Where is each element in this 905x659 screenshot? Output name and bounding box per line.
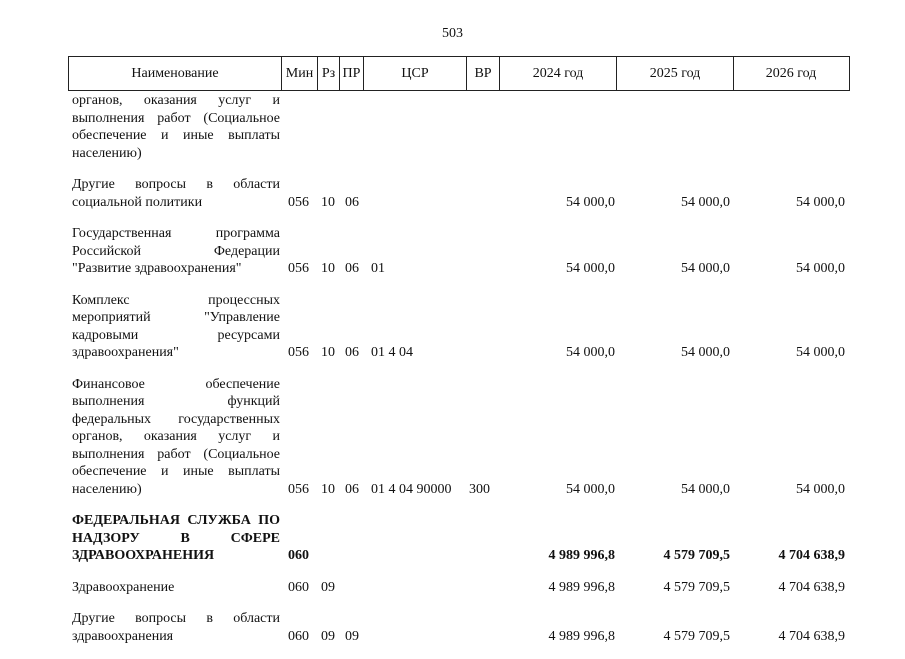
table-header [68,56,850,91]
row-name-line: выполнения работ (Социальное [72,446,280,462]
row-name-line: органов, оказания услуг и [72,93,280,108]
header-rz: Рз [318,57,340,90]
cell-pr: 06 [345,194,359,210]
cell-y2026: 54 000,0 [796,194,845,210]
cell-y2025: 4 579 709,5 [663,548,730,563]
cell-y2024: 4 989 996,8 [548,628,615,644]
table-row [68,292,850,362]
row-name-line: Другие вопросы в области [72,177,280,192]
cell-min: 060 [288,628,309,644]
row-name-line: органов, оказания услуг и [72,429,280,444]
header-min: Мин [282,57,318,90]
cell-min: 060 [288,579,309,595]
table-row [68,225,850,278]
row-name-line: Государственная программа [72,226,280,241]
cell-rz: 10 [321,345,335,360]
row-name-line: обеспечение и иные выплаты [72,128,280,143]
cell-csr: 01 4 04 [371,345,413,360]
cell-min: 060 [288,548,309,563]
cell-y2025: 54 000,0 [681,261,730,276]
cell-rz: 10 [321,481,335,497]
row-name [68,376,280,499]
row-name-line: выполнения функций [72,394,280,409]
table-row [68,579,850,597]
row-name [68,512,280,565]
row-name-line: кадровыми ресурсами [72,327,280,343]
row-name [68,579,280,597]
table-body [68,92,850,659]
row-name [68,225,280,278]
row-name-line: обеспечение и иные выплаты [72,464,280,479]
cell-y2024: 54 000,0 [566,345,615,360]
header-2026: 2026 год [765,65,817,81]
table-row [68,92,850,162]
cell-y2026: 4 704 638,9 [778,548,845,563]
cell-pr: 06 [345,481,359,497]
cell-y2025: 54 000,0 [681,481,730,497]
cell-min: 056 [288,345,309,360]
row-name-line: выполнения работ (Социальное [72,110,280,126]
row-name [68,292,280,362]
cell-rz: 10 [321,194,335,210]
header-name: Наименование [69,57,282,90]
table-row [68,512,850,565]
cell-min: 056 [288,261,309,276]
cell-y2025: 54 000,0 [681,194,730,210]
cell-y2025: 54 000,0 [681,345,730,360]
cell-y2024: 4 989 996,8 [548,579,615,595]
row-name-line: "Развитие здравоохранения" [72,261,242,276]
cell-csr: 01 [371,261,385,276]
cell-y2025: 4 579 709,5 [663,628,730,644]
cell-y2026: 54 000,0 [796,345,845,360]
table-row [68,376,850,499]
cell-min: 056 [288,481,309,497]
row-name-line: ФЕДЕРАЛЬНАЯ СЛУЖБА ПО [72,513,280,528]
cell-y2026: 54 000,0 [796,481,845,497]
row-name-line: населению) [72,481,142,497]
header-csr: ЦСР [364,57,467,90]
cell-vr: 300 [469,481,490,497]
cell-min: 056 [288,194,309,210]
row-name-line: Российской Федерации [72,243,280,259]
row-name-line: Другие вопросы в области [72,611,280,626]
row-name-line: здравоохранения [72,628,174,644]
row-name [68,92,280,162]
cell-rz: 09 [321,579,335,595]
cell-pr: 06 [345,261,359,276]
cell-y2024: 4 989 996,8 [548,548,615,563]
row-name-line: федеральных государственных [72,411,280,427]
table-row [68,176,850,211]
row-name-line: населению) [72,145,142,161]
row-name-line: мероприятий "Управление [72,310,280,325]
cell-y2025: 4 579 709,5 [663,579,730,595]
header-vr: ВР [467,57,500,90]
cell-y2026: 4 704 638,9 [778,579,845,595]
cell-csr: 01 4 04 90000 [371,481,452,497]
row-name-line: Здравоохранение [72,579,175,595]
cell-y2024: 54 000,0 [566,481,615,497]
cell-rz: 10 [321,261,335,276]
row-name-line: Финансовое обеспечение [72,376,280,392]
row-name-line: социальной политики [72,194,203,210]
row-name [68,176,280,211]
page-number: 503 [442,26,463,41]
cell-rz: 09 [321,628,335,644]
header-2024: 2024 год [500,57,617,90]
header-2025: 2025 год [617,57,734,90]
row-name-line: Комплекс процессных [72,292,280,308]
cell-pr: 06 [345,345,359,360]
row-name-line: здравоохранения" [72,345,179,360]
cell-y2024: 54 000,0 [566,261,615,276]
row-name-line: НАДЗОРУ В СФЕРЕ [72,530,280,546]
cell-y2026: 4 704 638,9 [778,628,845,644]
row-name-line: ЗДРАВООХРАНЕНИЯ [72,548,215,563]
cell-y2026: 54 000,0 [796,261,845,276]
cell-y2024: 54 000,0 [566,194,615,210]
cell-pr: 09 [345,628,359,644]
header-pr: ПР [340,57,364,90]
